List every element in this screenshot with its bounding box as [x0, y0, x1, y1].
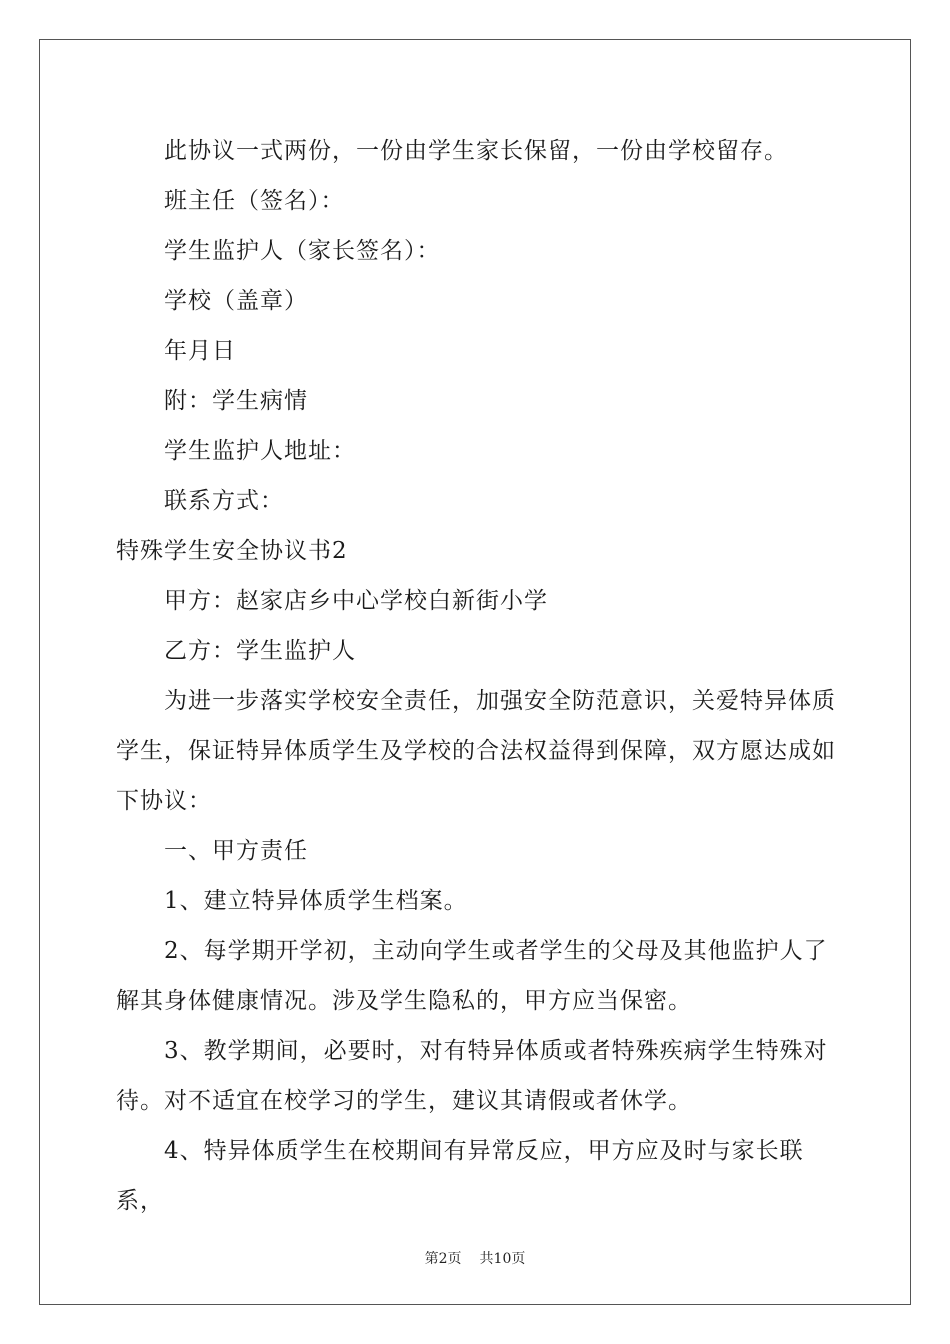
- section-heading: 特殊学生安全协议书2: [116, 538, 348, 564]
- page-footer: [0, 1248, 950, 1268]
- paragraph: 甲方：赵家店乡中心学校白新街小学: [164, 588, 548, 614]
- paragraph: 附：学生病情: [164, 388, 308, 414]
- paragraph: 班主任（签名）：: [164, 188, 345, 214]
- page-total: 共10页: [479, 1251, 526, 1267]
- paragraph: 学校（盖章）: [164, 288, 308, 314]
- paragraph: 4、特异体质学生在校期间有异常反应，甲方应及时与家长联系，: [116, 1138, 804, 1214]
- paragraph: 乙方：学生监护人: [164, 638, 356, 664]
- paragraph: 此协议一式两份，一份由学生家长保留，一份由学校留存。: [164, 138, 788, 164]
- paragraph: 3、教学期间，必要时，对有特异体质或者特殊疾病学生特殊对待。对不适宜在校学习的学生，建议其请假或者休学。: [116, 1038, 828, 1114]
- paragraph: 学生监护人地址：: [164, 438, 356, 464]
- page-number: 第2页: [424, 1251, 462, 1267]
- document-body: [116, 126, 836, 1226]
- paragraph: 年月日: [164, 338, 236, 364]
- paragraph: 2、每学期开学初，主动向学生或者学生的父母及其他监护人了解其身体健康情况。涉及学生隐私的，甲方应当保密。: [116, 938, 828, 1014]
- paragraph: 联系方式：: [164, 488, 284, 514]
- paragraph: 一、甲方责任: [164, 838, 308, 864]
- paragraph: 学生监护人（家长签名）：: [164, 238, 441, 264]
- paragraph: 为进一步落实学校安全责任，加强安全防范意识，关爱特异体质学生，保证特异体质学生及学校的合法权益得到保障，双方愿达成如下协议：: [116, 688, 836, 814]
- paragraph: 1、建立特异体质学生档案。: [164, 888, 468, 914]
